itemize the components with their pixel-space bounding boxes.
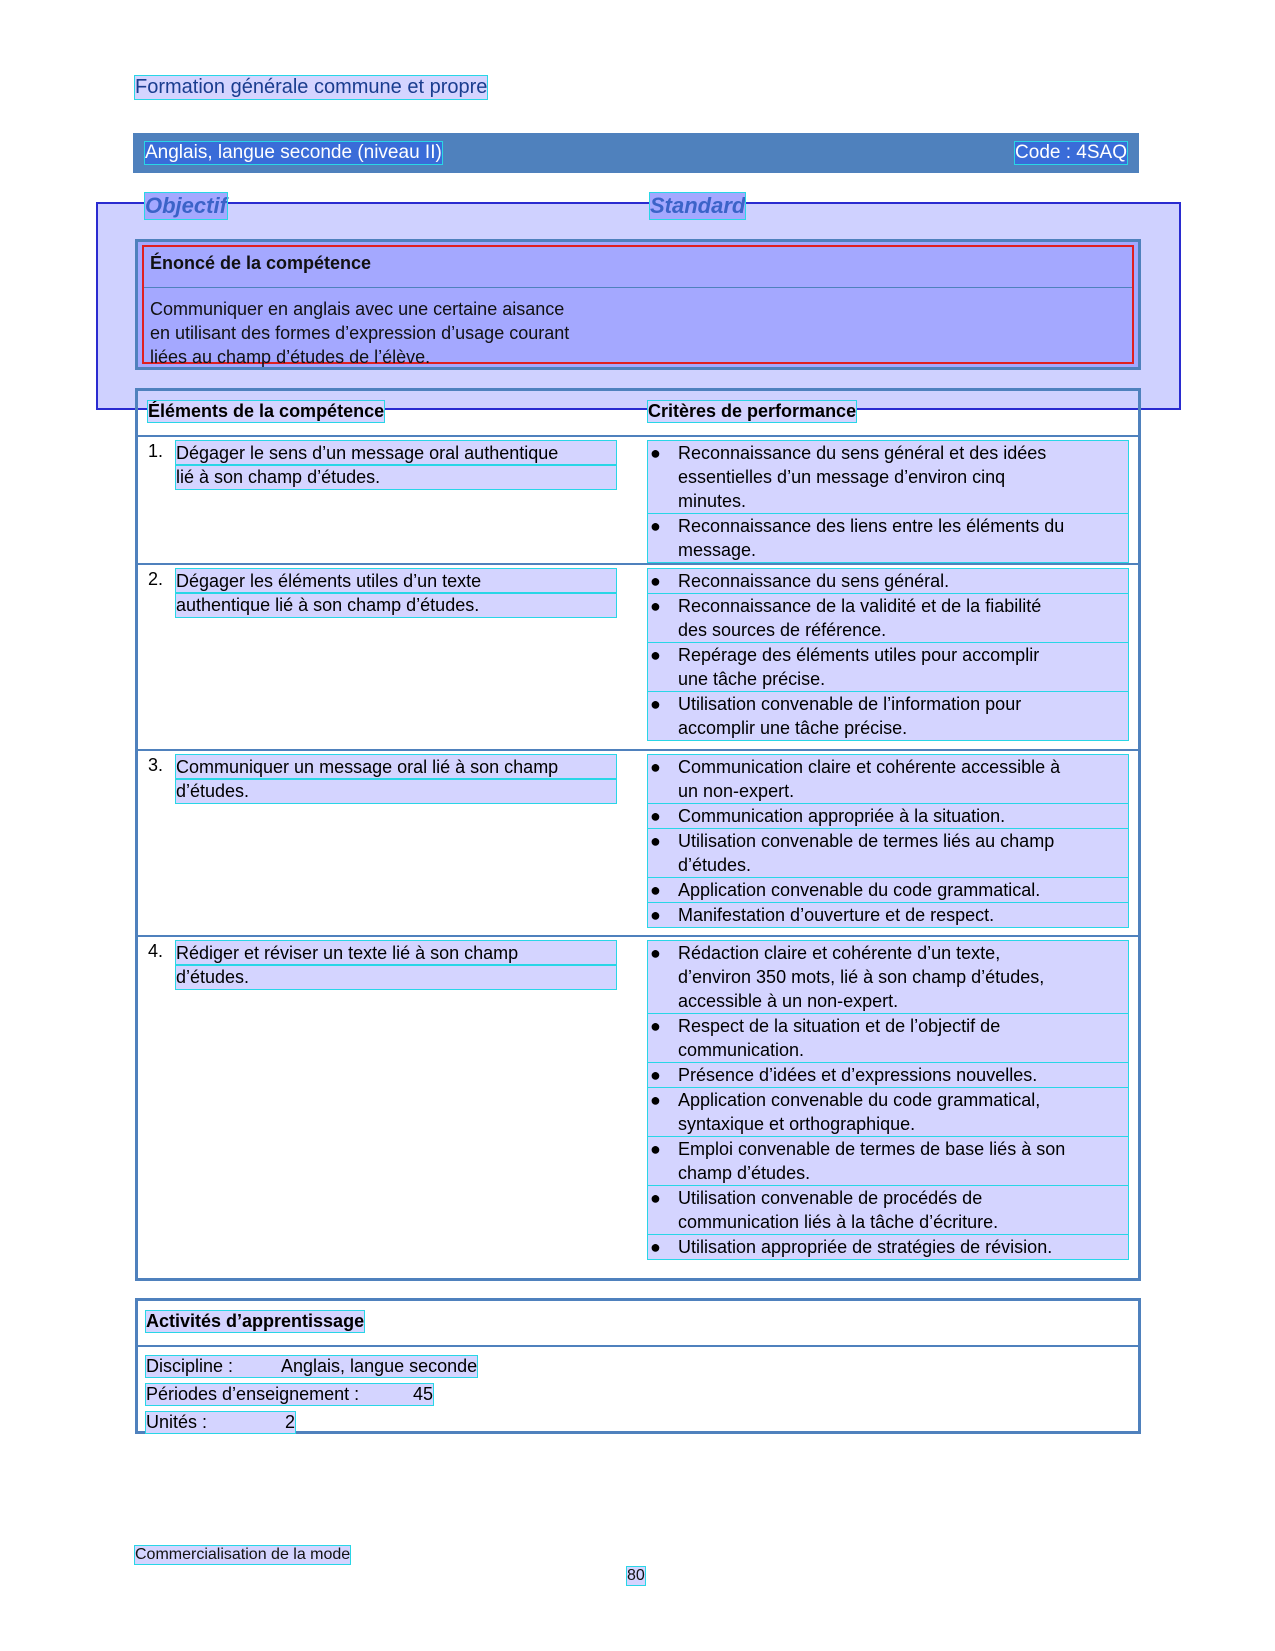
elements-table — [135, 388, 1141, 1281]
criterion-line: Utilisation convenable de termes liés au champ — [678, 831, 1055, 851]
criterion-line: Utilisation appropriée de stratégies de révision. — [678, 1237, 1053, 1257]
criterion-line: essentielles d’un message d’environ cinq — [678, 467, 1006, 487]
criterion-item — [648, 441, 1128, 513]
bullet-icon: ● — [650, 1065, 661, 1085]
course-title: Anglais, langue seconde (niveau II) — [145, 142, 442, 163]
periods-row — [146, 1384, 433, 1405]
elements-column-header: Éléments de la compétence — [148, 401, 385, 421]
element-number: 4. — [148, 941, 164, 961]
element-number: 2. — [148, 569, 164, 589]
course-title-bar — [133, 133, 1139, 173]
criterion-line: Utilisation convenable de l’information pour — [678, 694, 1022, 714]
criterion-item — [648, 643, 1128, 691]
course-code: Code : 4SAQ — [1015, 142, 1127, 163]
units-row — [146, 1412, 295, 1433]
standard-label: Standard — [650, 193, 746, 218]
learning-activities-title: Activités d’apprentissage — [146, 1311, 365, 1331]
criterion-line: Reconnaissance du sens général. — [678, 571, 950, 591]
element-line: Dégager le sens d’un message oral authentique — [176, 441, 616, 465]
units-value: 2 — [285, 1412, 296, 1432]
criteria-list — [648, 441, 1128, 563]
criterion-item — [648, 941, 1128, 1013]
criterion-line: communication. — [678, 1040, 805, 1060]
criterion-item — [648, 514, 1128, 562]
criterion-line: Application convenable du code grammatical. — [678, 880, 1041, 900]
competence-statement-title: Énoncé de la compétence — [150, 253, 372, 273]
criterion-item — [648, 829, 1128, 877]
discipline-value: Anglais, langue seconde — [281, 1356, 478, 1376]
criterion-line: d’environ 350 mots, lié à son champ d’études, — [678, 967, 1045, 987]
element-line: d’études. — [176, 965, 616, 989]
statement-line: en utilisant des formes d’expression d’usage courant — [150, 323, 570, 343]
bullet-icon: ● — [650, 516, 661, 536]
units-label: Unités : — [146, 1412, 208, 1432]
table-row — [138, 751, 1138, 937]
bullet-icon: ● — [650, 1188, 661, 1208]
page-number: 80 — [627, 1567, 645, 1584]
program-header: Formation générale commune et propre — [135, 76, 488, 98]
criterion-line: Reconnaissance de la validité et de la fiabilité — [678, 596, 1042, 616]
criterion-line: accomplir une tâche précise. — [678, 718, 908, 738]
bullet-icon: ● — [650, 571, 661, 591]
element-line: Communiquer un message oral lié à son champ — [176, 755, 616, 779]
criterion-item — [648, 1137, 1128, 1185]
criterion-item — [648, 1063, 1128, 1087]
element-line: authentique lié à son champ d’études. — [176, 593, 616, 617]
criteria-column-header: Critères de performance — [648, 401, 857, 421]
periods-label: Périodes d’enseignement : — [146, 1384, 360, 1404]
element-text — [176, 441, 616, 489]
competence-statement-frame — [142, 245, 1134, 367]
periods-value: 45 — [413, 1384, 434, 1404]
bullet-icon: ● — [650, 443, 661, 463]
divider — [144, 287, 1132, 288]
footer-program: Commercialisation de la mode — [135, 1546, 351, 1563]
table-row — [138, 437, 1138, 565]
learning-activities-box — [135, 1298, 1141, 1434]
criterion-line: Présence d’idées et d’expressions nouvelles. — [678, 1065, 1038, 1085]
criterion-line: communication liés à la tâche d’écriture. — [678, 1212, 999, 1232]
criterion-line: Repérage des éléments utiles pour accomplir — [678, 645, 1040, 665]
bullet-icon: ● — [650, 1139, 661, 1159]
bullet-icon: ● — [650, 943, 661, 963]
criterion-line: Communication claire et cohérente accessible à — [678, 757, 1061, 777]
bullet-icon: ● — [650, 645, 661, 665]
element-number: 1. — [148, 441, 164, 461]
criterion-line: une tâche précise. — [678, 669, 826, 689]
criterion-item — [648, 1235, 1128, 1259]
criterion-line: message. — [678, 540, 757, 560]
criterion-item — [648, 804, 1128, 828]
criterion-line: un non-expert. — [678, 781, 795, 801]
bullet-icon: ● — [650, 806, 661, 826]
criterion-line: Utilisation convenable de procédés de — [678, 1188, 983, 1208]
element-number: 3. — [148, 755, 164, 775]
criteria-list — [648, 569, 1128, 741]
criteria-list — [648, 941, 1128, 1260]
competence-statement-text — [150, 297, 569, 369]
competence-statement-box — [135, 239, 1141, 370]
element-text — [176, 569, 616, 617]
bullet-icon: ● — [650, 694, 661, 714]
table-row — [138, 937, 1138, 1277]
discipline-label: Discipline : — [146, 1356, 234, 1376]
criterion-item — [648, 594, 1128, 642]
criterion-item — [648, 1014, 1128, 1062]
criterion-line: Application convenable du code grammatical, — [678, 1090, 1041, 1110]
objective-label: Objectif — [145, 193, 227, 218]
statement-line: Communiquer en anglais avec une certaine aisance — [150, 299, 565, 319]
criterion-line: Reconnaissance du sens général et des idées — [678, 443, 1047, 463]
criterion-line: d’études. — [678, 855, 752, 875]
bullet-icon: ● — [650, 880, 661, 900]
criterion-line: minutes. — [678, 491, 747, 511]
criterion-line: des sources de référence. — [678, 620, 887, 640]
discipline-row — [146, 1356, 477, 1377]
criterion-item — [648, 692, 1128, 740]
bullet-icon: ● — [650, 905, 661, 925]
criterion-item — [648, 1088, 1128, 1136]
element-line: Rédiger et réviser un texte lié à son champ — [176, 941, 616, 965]
criterion-line: Emploi convenable de termes de base liés à son — [678, 1139, 1066, 1159]
divider — [138, 1345, 1138, 1347]
criterion-line: accessible à un non-expert. — [678, 991, 899, 1011]
bullet-icon: ● — [650, 757, 661, 777]
criterion-line: Respect de la situation et de l’objectif de — [678, 1016, 1001, 1036]
criterion-line: champ d’études. — [678, 1163, 811, 1183]
criteria-list — [648, 755, 1128, 928]
criterion-line: Reconnaissance des liens entre les éléments du — [678, 516, 1065, 536]
criterion-item — [648, 755, 1128, 803]
element-line: Dégager les éléments utiles d’un texte — [176, 569, 616, 593]
criterion-item — [648, 1186, 1128, 1234]
element-text — [176, 755, 616, 803]
bullet-icon: ● — [650, 1016, 661, 1036]
statement-line: liées au champ d’études de l’élève. — [150, 347, 431, 367]
bullet-icon: ● — [650, 596, 661, 616]
criterion-line: Communication appropriée à la situation. — [678, 806, 1006, 826]
bullet-icon: ● — [650, 831, 661, 851]
criterion-item — [648, 903, 1128, 927]
criterion-line: Manifestation d’ouverture et de respect. — [678, 905, 995, 925]
criterion-item — [648, 569, 1128, 593]
elements-table-header — [138, 391, 1138, 437]
criterion-line: syntaxique et orthographique. — [678, 1114, 916, 1134]
element-text — [176, 941, 616, 989]
bullet-icon: ● — [650, 1237, 661, 1257]
criterion-line: Rédaction claire et cohérente d’un texte, — [678, 943, 1001, 963]
bullet-icon: ● — [650, 1090, 661, 1110]
element-line: lié à son champ d’études. — [176, 465, 616, 489]
table-row — [138, 565, 1138, 751]
element-line: d’études. — [176, 779, 616, 803]
criterion-item — [648, 878, 1128, 902]
